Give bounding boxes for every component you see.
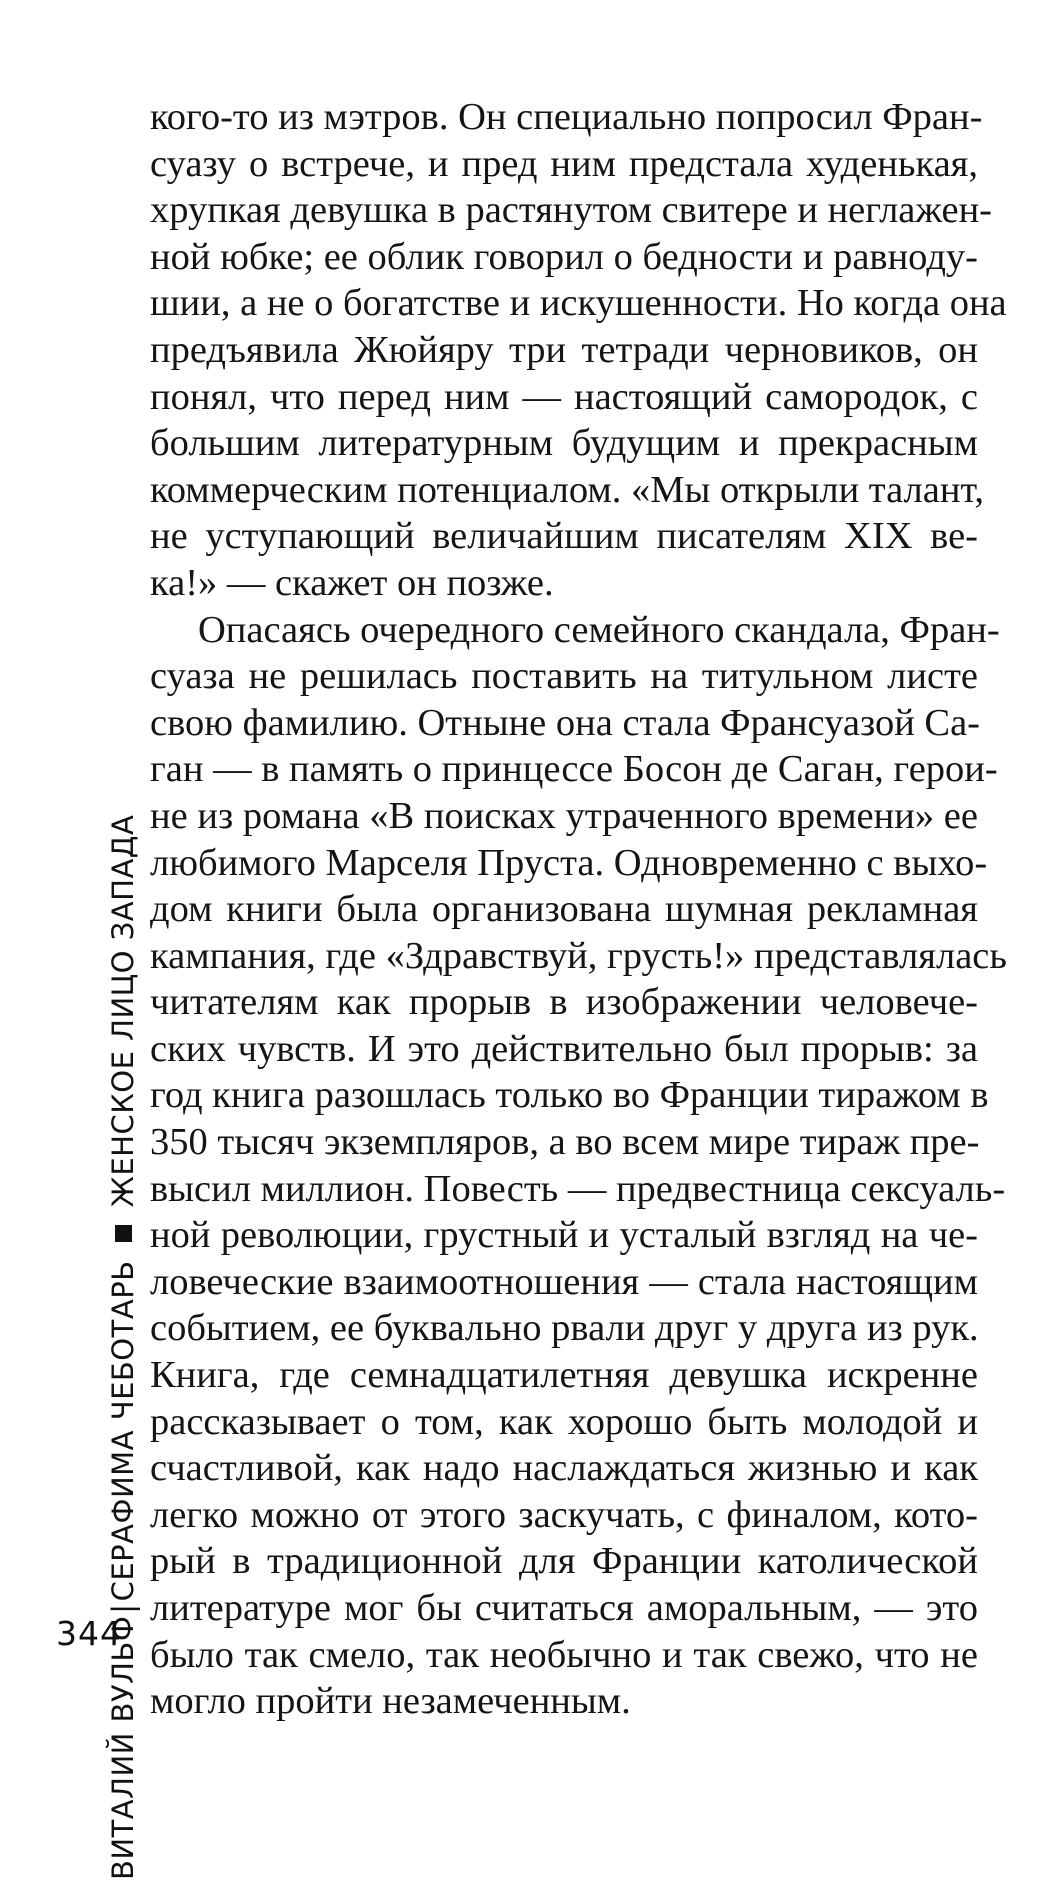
text-line: суаза не решилась поставить на титульном листе <box>150 655 978 698</box>
text-line: большим литературным будущим и прекрасным <box>150 422 978 465</box>
text-line: рый в традиционной для Франции католической <box>150 1540 978 1583</box>
text-line: не из романа «В поисках утраченного времени» ее <box>150 794 978 837</box>
text-line: легко можно от этого заскучать, с финалом, кото- <box>150 1493 978 1536</box>
running-head-separator: | <box>106 1603 140 1614</box>
text-line: ловеческие взаимоотношения — стала настоящим <box>150 1260 978 1303</box>
running-head-text <box>103 814 143 1880</box>
text-line: читателям как прорыв в изображении человече- <box>150 981 978 1024</box>
text-line: год книга разошлась только во Франции тиражом в <box>150 1074 989 1117</box>
text-line: могло пройти незамеченным. <box>150 1680 631 1723</box>
text-line: рассказывает о том, как хорошо быть молодой и <box>150 1400 978 1443</box>
text-line: высил миллион. Повесть — предвестница сексуаль- <box>150 1167 1006 1210</box>
text-line: кампания, где «Здравствуй, грусть!» представлялась <box>150 934 1007 977</box>
text-line: ной юбке; ее облик говорил о бедности и равноду- <box>150 235 978 278</box>
text-line: ган — в память о принцессе Босон де Саган, герои- <box>150 748 998 791</box>
square-bullet-icon <box>115 1225 132 1242</box>
text-line: понял, что перед ним — настоящий самородок, с <box>150 375 978 418</box>
text-line: не уступающий величайшим писателям XIX ве- <box>150 515 978 558</box>
text-line: свою фамилию. Отныне она стала Франсуазой Са- <box>150 701 981 744</box>
text-line: ских чувств. И это действительно был прорыв: за <box>150 1027 978 1070</box>
text-line: 350 тысяч экземпляров, а во всем мире тираж пре- <box>150 1121 980 1164</box>
text-line: литературе мог бы считаться аморальным, — это <box>150 1587 978 1629</box>
page-number: 344 <box>56 1614 122 1653</box>
text-line: хрупкая девушка в растянутом свитере и неглажен- <box>150 189 992 232</box>
text-line: коммерческим потенциалом. «Мы открыли талант, <box>150 468 984 511</box>
text-line: дом книги была организована шумная рекламная <box>150 888 978 931</box>
text-line: предъявила Жюйяру три тетради черновиков, он <box>150 328 978 371</box>
text-line: было так смело, так необычно и так свежо, что не <box>150 1633 978 1676</box>
running-head-title: ЖЕНСКОЕ ЛИЦО ЗАПАДА <box>106 814 140 1208</box>
body-text <box>150 94 1007 1725</box>
text-line: Опасаясь очередного семейного скандала, Фран- <box>198 608 1000 651</box>
text-line: событием, ее буквально рвали друг у друга из рук. <box>150 1307 979 1350</box>
running-head-coauthor: СЕРАФИМА ЧЕБОТАРЬ <box>106 1260 140 1602</box>
text-line: любимого Марселя Пруста. Одновременно с выхо- <box>150 841 988 884</box>
text-line: ной революции, грустный и усталый взгляд на че- <box>150 1214 978 1257</box>
text-line: Книга, где семнадцатилетняя девушка искренне <box>150 1354 978 1397</box>
text-line: ка!» — скажет он позже. <box>150 561 554 604</box>
text-line: суазу о встрече, и пред ним предстала худенькая, <box>150 142 978 185</box>
text-line: шии, а не о богатстве и искушенности. Но когда она <box>150 282 1007 325</box>
text-line: счастливой, как надо наслаждаться жизнью и как <box>150 1447 978 1490</box>
text-line: кого-то из мэтров. Он специально попросил Фран- <box>150 96 983 138</box>
running-head-authors: ВИТАЛИЙ ВУЛЬФ <box>106 1615 140 1880</box>
